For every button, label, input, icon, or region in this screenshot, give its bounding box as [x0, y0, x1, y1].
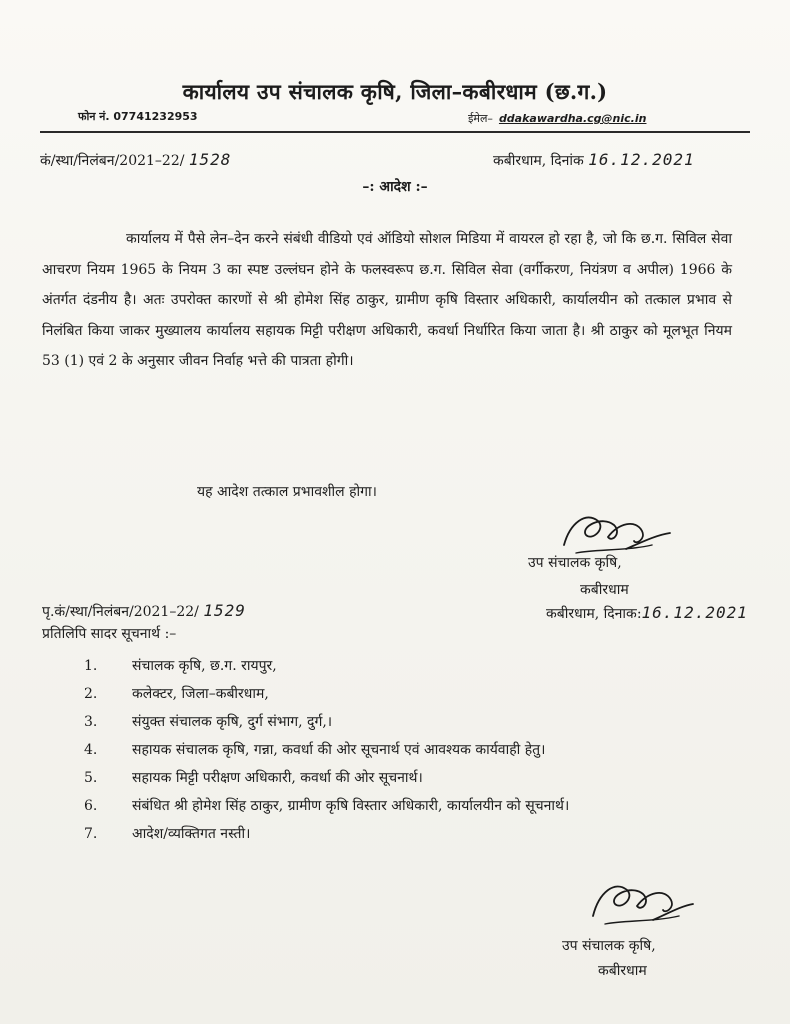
order-heading: –: आदेश :–	[362, 179, 428, 195]
list-item-text: सहायक संचालक कृषि, गन्ना, कवर्धा की ओर सूचनार्थ एवं आवश्यक कार्यवाही हेतु।	[132, 742, 546, 758]
copy-recipient-list	[84, 655, 744, 851]
list-item-number: 3.	[84, 714, 98, 730]
order-body: कार्यालय में पैसे लेन–देन करने संबंधी वीडियो एवं ऑडियो सोशल मिडिया में वायरल हो रहा है, जो कि छ.ग. सिविल सेवा आचरण नियम 1965 के नियम 3 का स्पष्ट उल्लंघन होने के फलस्वरूप छ.ग. सिविल सेवा (वर्गीकरण, नियंत्रण व अपील) 1966 के अंतर्गत दंडनीय है। अतः उपरोक्त कारणों से श्री होमेश सिंह ठाकुर, ग्रामीण कृषि विस्तार अधिकारी, कार्यालयीन को तत्काल प्रभाव से निलंबित किया जाकर मुख्यालय कार्यालय सहायक मिट्टी परीक्षण अधिकारी, कवर्धा निर्धारित किया जाता है। श्री ठाकुर को मूलभूत नियम 53 (1) एवं 2 के अनुसार जीवन निर्वाह भत्ते की पात्रता होगी।	[42, 231, 732, 369]
copy-reference-prefix: पृ.कं/स्था/निलंबन/2021–22/	[42, 604, 199, 620]
list-item-text: संचालक कृषि, छ.ग. रायपुर,	[132, 658, 277, 674]
signature-2-designation: उप संचालक कृषि,	[562, 938, 656, 954]
list-item-text: सहायक मिट्टी परीक्षण अधिकारी, कवर्धा की ओर सूचनार्थ।	[132, 770, 423, 786]
list-item	[84, 823, 744, 845]
email-label: ईमेल–	[468, 112, 493, 125]
phone-number: फोन नं. 07741232953	[78, 110, 198, 123]
copy-heading: प्रतिलिपि सादर सूचनार्थ :–	[42, 626, 177, 642]
email-line	[468, 111, 646, 126]
copy-reference-number: 1529	[203, 601, 246, 620]
list-item-text: संबंधित श्री होमेश सिंह ठाकुर, ग्रामीण कृषि विस्तार अधिकारी, कार्यालयीन को सूचनार्थ।	[132, 798, 570, 814]
signature-2	[587, 872, 697, 940]
order-reference-number: 1528	[188, 150, 232, 169]
order-date	[493, 150, 695, 170]
list-item-number: 6.	[84, 798, 98, 814]
order-reference-prefix: कं/स्था/निलंबन/2021–22/	[40, 153, 185, 169]
signature-1-place: कबीरधाम	[580, 582, 629, 598]
email-address: ddakawardha.cg@nic.in	[498, 112, 647, 125]
list-item	[84, 655, 744, 677]
signature-2-place: कबीरधाम	[598, 963, 647, 979]
list-item	[84, 683, 744, 705]
order-effective-note: यह आदेश तत्काल प्रभावशील होगा।	[197, 484, 377, 500]
order-date-label: कबीरधाम, दिनांक	[493, 153, 584, 169]
header-divider	[40, 131, 750, 133]
order-date-value: 16.12.2021	[588, 150, 695, 169]
list-item-number: 2.	[84, 686, 98, 702]
list-item-text: संयुक्त संचालक कृषि, दुर्ग संभाग, दुर्ग,।	[132, 714, 333, 730]
list-item	[84, 711, 744, 733]
list-item-number: 7.	[84, 826, 98, 842]
signature-1-designation: उप संचालक कृषि,	[528, 555, 622, 571]
list-item	[84, 739, 744, 761]
list-item-number: 1.	[84, 658, 98, 674]
copy-date-value: 16.12.2021	[641, 603, 748, 622]
list-item	[84, 767, 744, 789]
copy-date	[546, 603, 748, 623]
list-item-number: 4.	[84, 742, 98, 758]
list-item-text: आदेश/व्यक्तिगत नस्ती।	[132, 826, 251, 842]
signature-2-mark	[587, 872, 697, 936]
list-item	[84, 795, 744, 817]
copy-date-label: कबीरधाम, दिनाक:	[546, 606, 642, 622]
list-item-number: 5.	[84, 770, 98, 786]
office-title: कार्यालय उप संचालक कृषि, जिला–कबीरधाम (छ.ग.)	[182, 79, 608, 104]
copy-reference	[42, 601, 246, 621]
list-item-text: कलेक्टर, जिला–कबीरधाम,	[132, 686, 269, 702]
order-reference	[40, 150, 231, 170]
